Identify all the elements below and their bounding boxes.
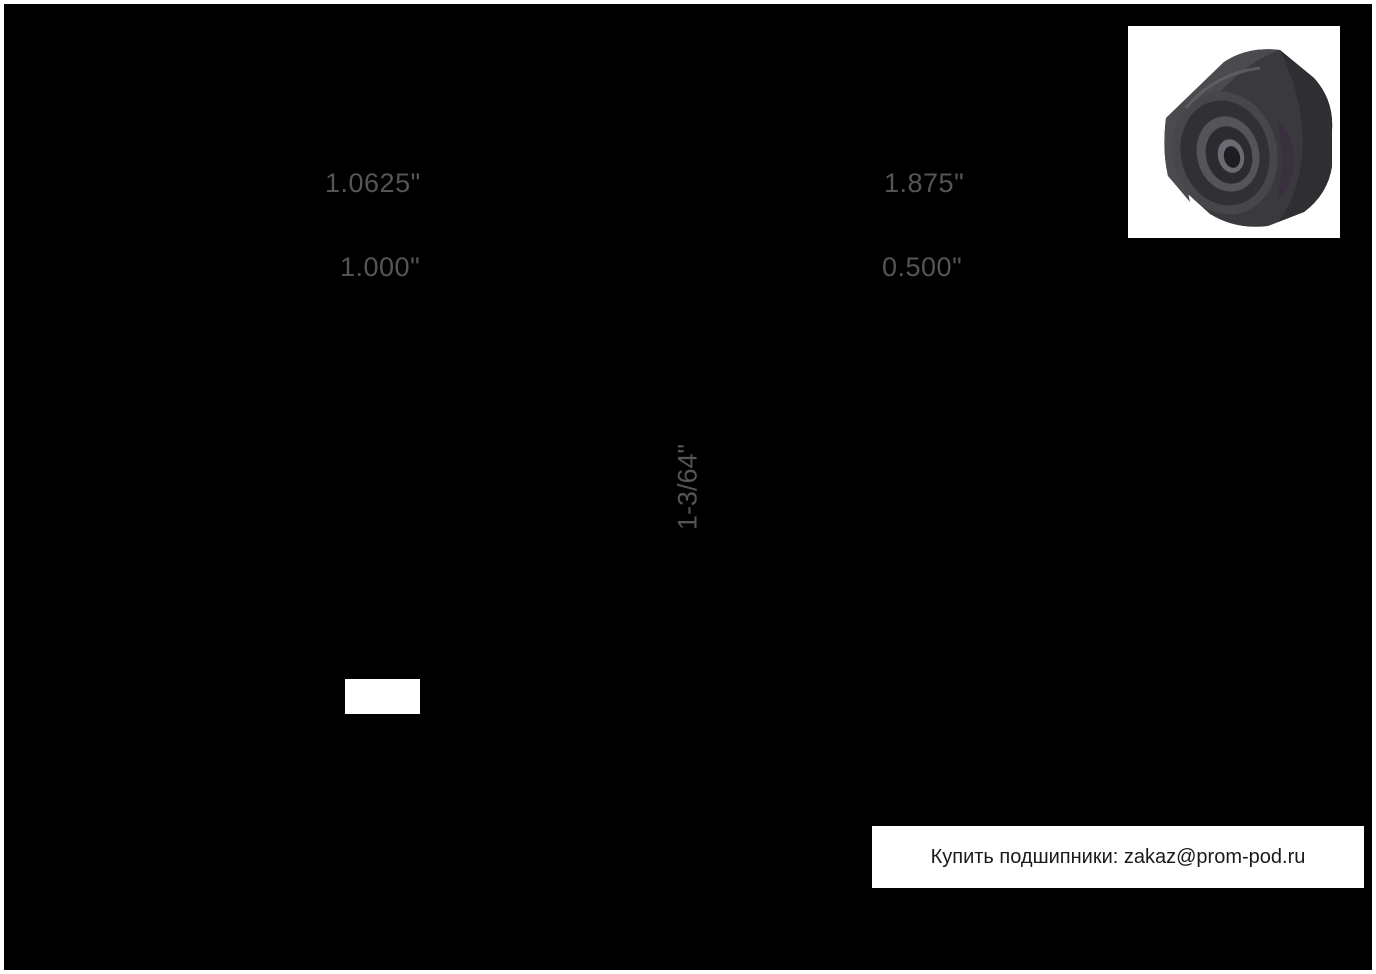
dimension-width: 1.000": [340, 252, 421, 282]
product-thumbnail: [1128, 26, 1340, 238]
roller-bearing-3d-icon: [1128, 26, 1340, 238]
dimension-overall-height: 1-3/64": [672, 443, 703, 531]
contact-banner-text: Купить подшипники: zakaz@prom-pod.ru: [930, 845, 1306, 868]
contact-banner: [872, 826, 1364, 888]
dimension-bore-diameter: 1.875": [884, 168, 965, 198]
dimension-stud-length: 0.500": [882, 252, 963, 282]
dimension-outer-diameter: 1.0625": [325, 168, 421, 198]
drawing-callout-patch: [345, 679, 420, 714]
